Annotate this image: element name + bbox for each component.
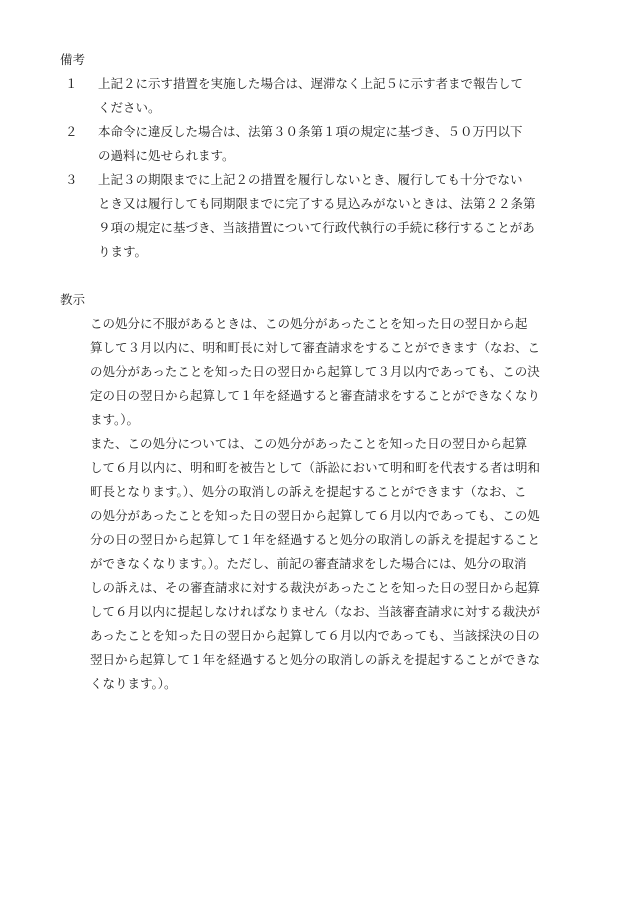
paragraph-line: して６月以内に、明和町を被告として（訴訟において明和町を代表する者は明和 bbox=[90, 460, 541, 475]
note-item-number: ３ bbox=[65, 172, 78, 187]
paragraph-line: 分の日の翌日から起算して１年を経過すると処分の取消しの訴えを提起すること bbox=[90, 532, 541, 547]
note-item-3 bbox=[60, 168, 590, 264]
note-item-text bbox=[98, 120, 590, 168]
note-line: の過料に処せられます。 bbox=[98, 148, 235, 163]
paragraph-line: ができなくなります。）。ただし、前記の審査請求をした場合には、処分の取消 bbox=[90, 556, 527, 571]
paragraph-line: しの訴えは、その審査請求に対する裁決があったことを知った日の翌日から起算 bbox=[90, 580, 540, 595]
paragraph-line: の処分があったことを知った日の翌日から起算して６月以内であっても、この処 bbox=[90, 508, 540, 523]
paragraph-line: また、この処分については、この処分があったことを知った日の翌日から起算 bbox=[90, 436, 528, 451]
note-line: 上記２に示す措置を実施した場合は、遅滞なく上記５に示す者まで報告して bbox=[98, 76, 524, 91]
document-page bbox=[60, 48, 590, 696]
note-line: ９項の規定に基づき、当該措置について行政代執行の手続に移行することがあ bbox=[98, 220, 535, 235]
note-item-2 bbox=[60, 120, 590, 168]
instruction-paragraph-1 bbox=[60, 312, 590, 432]
note-line: ります。 bbox=[98, 244, 148, 259]
paragraph-line: して６月以内に提起しなければなりません（なお、当該審査請求に対する裁決が bbox=[90, 604, 541, 619]
note-line: 本命令に違反した場合は、法第３０条第１項の規定に基づき、５０万円以下 bbox=[98, 124, 523, 139]
note-item-text bbox=[98, 72, 590, 120]
section-spacer bbox=[60, 264, 590, 288]
paragraph-line: この処分に不服があるときは、この処分があったことを知った日の翌日から起 bbox=[90, 316, 528, 331]
paragraph-line: 町長となります。）、処分の取消しの訴えを提起することができます（なお、こ bbox=[90, 484, 527, 499]
paragraph-line: 翌日から起算して１年を経過すると処分の取消しの訴えを提起することができな bbox=[90, 652, 541, 667]
instruction-heading: 教示 bbox=[60, 292, 86, 307]
note-line: 上記３の期限までに上記２の措置を履行しないとき、履行しても十分でない bbox=[98, 172, 523, 187]
paragraph-line: の処分があったことを知った日の翌日から起算して３月以内であっても、この決 bbox=[90, 364, 540, 379]
note-item-number: １ bbox=[65, 76, 78, 91]
notes-heading: 備考 bbox=[60, 52, 86, 67]
paragraph-line: あったことを知った日の翌日から起算して６月以内であっても、当該採決の日の bbox=[90, 628, 540, 643]
paragraph-line: 定の日の翌日から起算して１年を経過すると審査請求をすることができなくなり bbox=[90, 388, 541, 403]
note-item-number: ２ bbox=[65, 124, 78, 139]
note-line: ください。 bbox=[98, 100, 161, 115]
note-item-text bbox=[98, 168, 590, 264]
note-item-1 bbox=[60, 72, 590, 120]
paragraph-line: ます。）。 bbox=[90, 412, 140, 427]
paragraph-line: 算して３月以内に、明和町長に対して審査請求をすることができます（なお、こ bbox=[90, 340, 541, 355]
instruction-paragraph-2 bbox=[60, 432, 590, 696]
note-line: とき又は履行しても同期限までに完了する見込みがないときは、法第２２条第 bbox=[98, 196, 536, 211]
paragraph-line: くなります。）。 bbox=[90, 676, 177, 691]
